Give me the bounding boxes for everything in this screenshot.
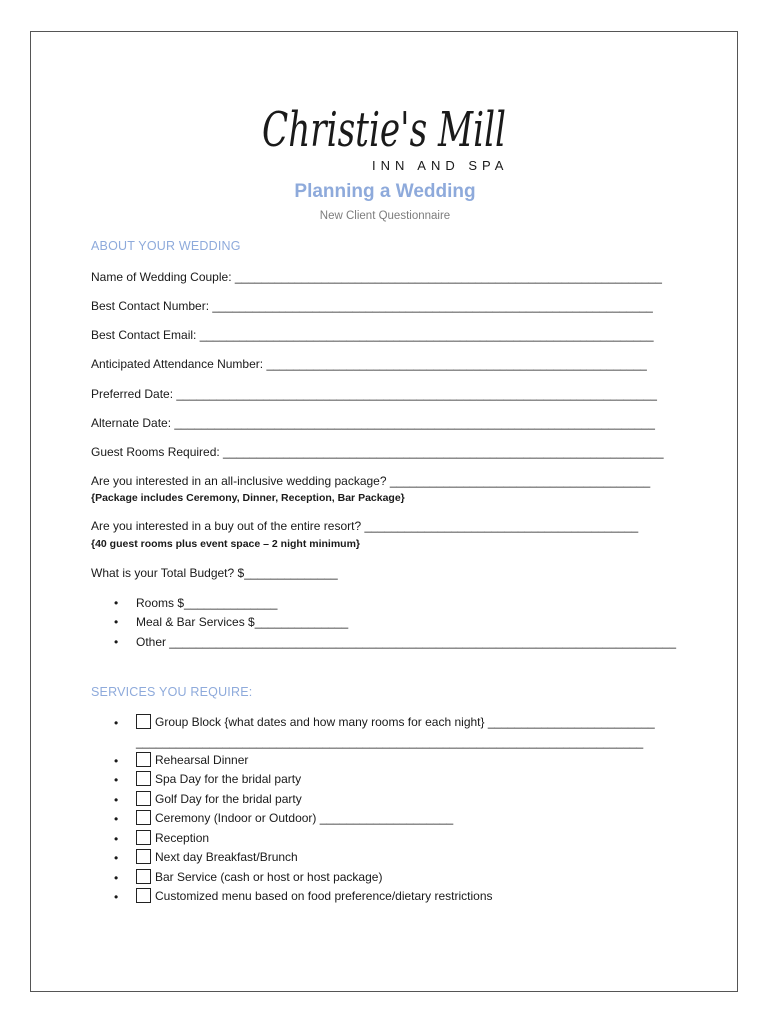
checkbox[interactable] [136,714,151,729]
service-label: Reception [155,830,210,845]
service-spa-day[interactable] [136,771,301,786]
checkbox[interactable] [136,849,151,864]
service-label: Ceremony (Indoor or Outdoor) ____________________ [155,810,454,825]
christies-mill-logo [260,94,510,174]
bullet: • [114,754,119,768]
logo-graphic [260,94,510,174]
budget-rooms-field[interactable]: Rooms $______________ [136,596,278,610]
all-inclusive-question[interactable]: Are you interested in an all-inclusive wedding package? _______________________________________ [91,474,651,488]
service-ceremony[interactable] [136,810,453,825]
budget-other-field[interactable]: Other ____________________________________________________________________________ [136,635,677,649]
attendance-number-field[interactable]: Anticipated Attendance Number: _________________________________________________________ [91,357,647,371]
bullet: • [114,793,119,807]
service-label: Customized menu based on food preference/dietary restrictions [155,888,493,903]
logo-subtext: INN AND SPA [372,158,509,173]
service-label: Golf Day for the bridal party [155,791,302,806]
services-section-heading: SERVICES YOU REQUIRE: [91,685,253,699]
buyout-question[interactable]: Are you interested in a buy out of the entire resort? _________________________________________ [91,519,639,533]
bullet: • [114,773,119,787]
buyout-note: {40 guest rooms plus event space – 2 night minimum} [91,538,360,550]
service-label: Rehearsal Dinner [155,752,249,767]
contact-email-field[interactable]: Best Contact Email: ____________________________________________________________________ [91,328,654,342]
bullet: • [114,890,119,904]
service-golf-day[interactable] [136,791,302,806]
checkbox[interactable] [136,752,151,767]
wedding-couple-field[interactable]: Name of Wedding Couple: ________________________________________________________________ [91,270,662,284]
about-section-heading: ABOUT YOUR WEDDING [91,239,241,253]
service-label: Next day Breakfast/Brunch [155,849,298,864]
service-label: Spa Day for the bridal party [155,771,302,786]
service-rehearsal-dinner[interactable] [136,752,248,767]
bullet: • [114,871,119,885]
service-bar-service[interactable] [136,869,382,884]
service-customized-menu[interactable] [136,888,493,903]
total-budget-field[interactable]: What is your Total Budget? $______________ [91,566,338,580]
all-inclusive-note: {Package includes Ceremony, Dinner, Reception, Bar Package} [91,492,405,504]
service-reception[interactable] [136,830,209,845]
group-block-continuation-line[interactable]: ____________________________________________________________________________ [136,735,644,749]
checkbox[interactable] [136,888,151,903]
preferred-date-field[interactable]: Preferred Date: ________________________________________________________________________ [91,387,657,401]
bullet: • [114,635,119,649]
page-title: Planning a Wedding [294,181,476,202]
bullet: • [114,716,119,730]
checkbox[interactable] [136,791,151,806]
document-page [30,31,738,992]
bullet: • [114,832,119,846]
page-subtitle: New Client Questionnaire [319,210,451,222]
guest-rooms-field[interactable]: Guest Rooms Required: __________________________________________________________________ [91,445,664,459]
checkbox[interactable] [136,771,151,786]
bullet: • [114,596,119,610]
checkbox[interactable] [136,810,151,825]
bullet: • [114,851,119,865]
alternate-date-field[interactable]: Alternate Date: ________________________________________________________________________ [91,416,655,430]
service-label: Bar Service (cash or host or host package) [155,869,383,884]
checkbox[interactable] [136,830,151,845]
service-group-block[interactable] [136,714,655,729]
service-next-day-breakfast[interactable] [136,849,298,864]
budget-meal-bar-field[interactable]: Meal & Bar Services $______________ [136,615,349,629]
contact-number-field[interactable]: Best Contact Number: __________________________________________________________________ [91,299,653,313]
logo-script-text: Christie's Mill [262,102,506,158]
checkbox[interactable] [136,869,151,884]
bullet: • [114,615,119,629]
service-label: Group Block {what dates and how many rooms for each night} _________________________ [155,714,655,729]
bullet: • [114,812,119,826]
